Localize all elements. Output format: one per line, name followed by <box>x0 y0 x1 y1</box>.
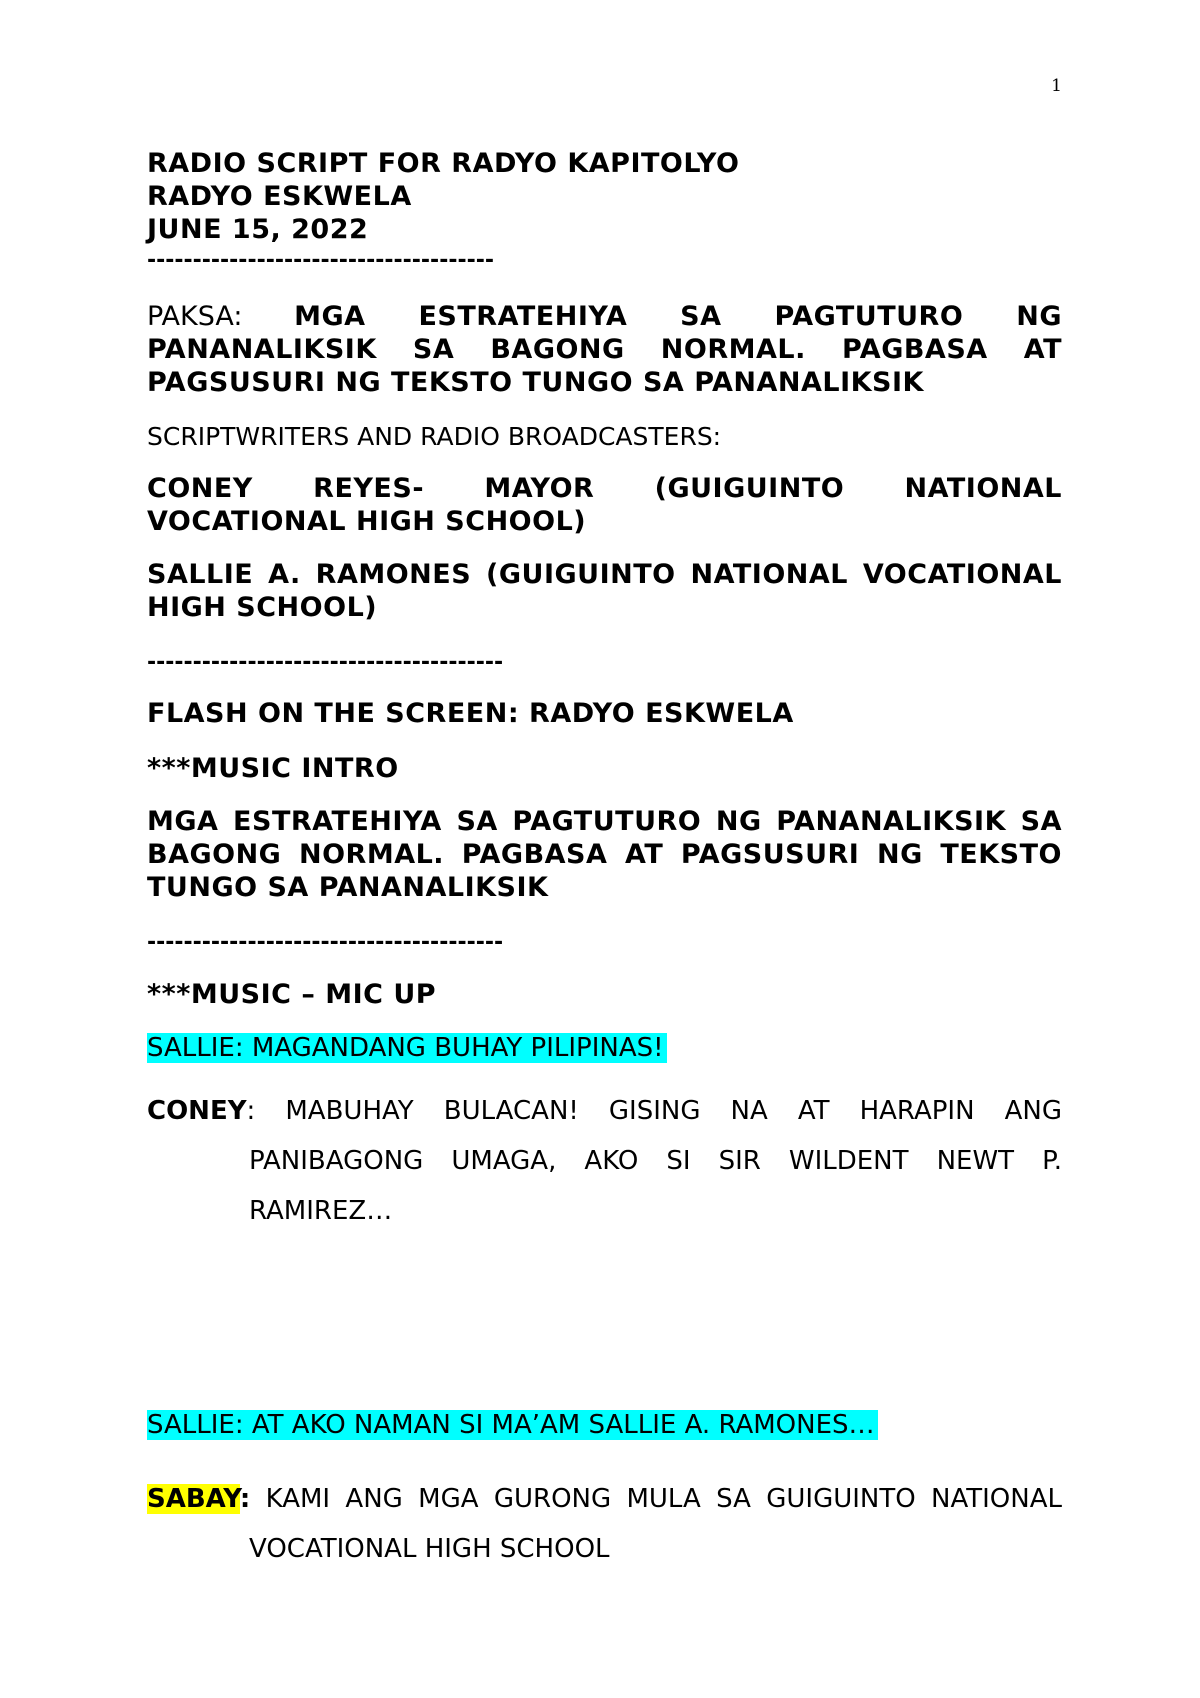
sabay-colon: : <box>239 1484 251 1514</box>
page-number: 1 <box>1051 76 1062 96</box>
divider: --------------------------------------- <box>147 650 504 675</box>
writer-coney: CONEY REYES- MAYOR (GUIGUINTO NATIONAL VOCATIONAL HIGH SCHOOL) <box>147 473 1062 537</box>
topic-label: PAKSA: <box>147 301 243 332</box>
dialogue-sallie-1 <box>147 1032 667 1065</box>
speaker-sabay: SABAY <box>147 1484 240 1514</box>
intro-title: MGA ESTRATEHIYA SA PAGTUTURO NG PANANALIKSIK SA BAGONG NORMAL. PAGBASA AT PAGSUSURI NG TEKSTO TUNGO SA PANANALIKSIK <box>147 806 1062 903</box>
program-name: RADYO ESKWELA <box>147 181 412 212</box>
writers-heading: SCRIPTWRITERS AND RADIO BROADCASTERS: <box>147 422 722 451</box>
music-mic-cue: ***MUSIC – MIC UP <box>147 979 437 1010</box>
music-intro-cue: ***MUSIC INTRO <box>147 753 399 784</box>
topic-text: MGA ESTRATEHIYA SA PAGTUTURO NG PANANALIKSIK SA BAGONG NORMAL. PAGBASA AT PAGSUSURI NG TEKSTO TUNGO SA PANANALIKSIK <box>147 301 1062 398</box>
dialogue-sallie-2 <box>147 1409 878 1442</box>
topic-paragraph <box>147 300 1062 399</box>
sallie-line-1: SALLIE: MAGANDANG BUHAY PILIPINAS! <box>147 1033 667 1063</box>
speaker-coney: CONEY <box>147 1096 247 1126</box>
sallie-line-2: SALLIE: AT AKO NAMAN SI MA’AM SALLIE A. RAMONES… <box>147 1410 878 1440</box>
divider: --------------------------------------- <box>147 930 504 955</box>
flash-on-screen: FLASH ON THE SCREEN: RADYO ESKWELA <box>147 698 794 729</box>
sabay-line: KAMI ANG MGA GURONG MULA SA GUIGUINTO NATIONAL VOCATIONAL HIGH SCHOOL <box>249 1484 1062 1564</box>
dialogue-coney <box>147 1086 1062 1236</box>
script-title: RADIO SCRIPT FOR RADYO KAPITOLYO <box>147 148 740 179</box>
broadcast-date: JUNE 15, 2022 <box>147 214 369 245</box>
coney-line: : MABUHAY BULACAN! GISING NA AT HARAPIN ANG PANIBAGONG UMAGA, AKO SI SIR WILDENT NEWT P. RAMIREZ… <box>246 1096 1062 1226</box>
divider: -------------------------------------- <box>147 248 494 273</box>
dialogue-sabay <box>147 1474 1062 1574</box>
writer-sallie: SALLIE A. RAMONES (GUIGUINTO NATIONAL VOCATIONAL HIGH SCHOOL) <box>147 559 1062 623</box>
